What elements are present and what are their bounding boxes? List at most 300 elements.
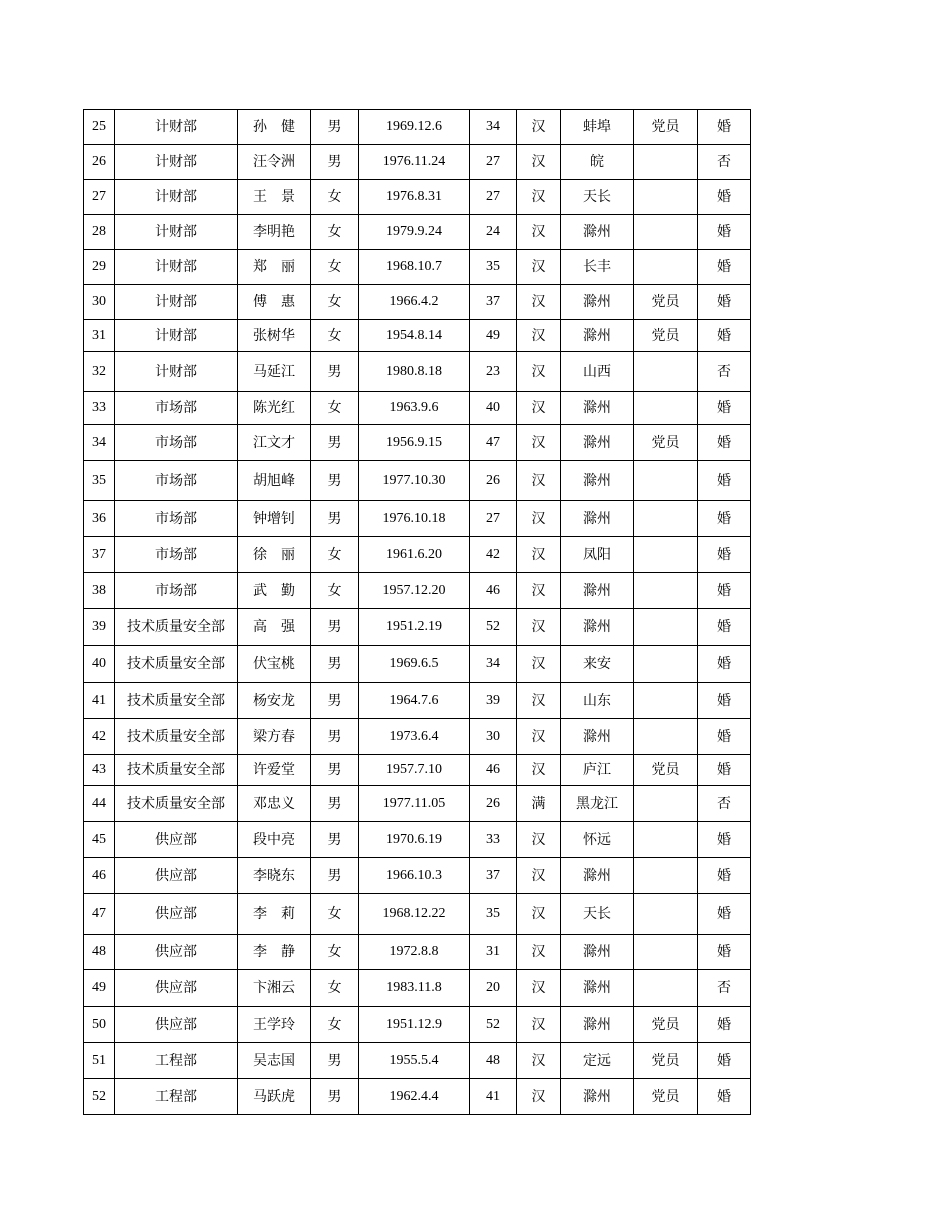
birth-date-cell: 1968.10.7: [359, 250, 470, 285]
employee-name-cell: 汪令洲: [238, 145, 311, 180]
native-place-cell: 滁州: [561, 573, 634, 609]
native-place-cell: 黑龙江: [561, 786, 634, 822]
employee-name-cell: 李明艳: [238, 215, 311, 250]
employee-name-cell: 郑 丽: [238, 250, 311, 285]
party-membership-cell: [634, 609, 698, 646]
row-number-cell: 52: [84, 1079, 115, 1115]
gender-cell: 女: [311, 970, 359, 1007]
native-place-cell: 山西: [561, 352, 634, 392]
department-cell: 工程部: [115, 1079, 238, 1115]
ethnicity-cell: 汉: [517, 501, 561, 537]
department-cell: 计财部: [115, 215, 238, 250]
marital-status-cell: 婚: [698, 755, 751, 786]
marital-status-cell: 婚: [698, 1007, 751, 1043]
ethnicity-cell: 汉: [517, 646, 561, 683]
marital-status-cell: 婚: [698, 392, 751, 425]
age-cell: 52: [470, 609, 517, 646]
row-number-cell: 37: [84, 537, 115, 573]
employee-name-cell: 江文才: [238, 425, 311, 461]
marital-status-cell: 否: [698, 145, 751, 180]
ethnicity-cell: 汉: [517, 609, 561, 646]
birth-date-cell: 1966.4.2: [359, 285, 470, 320]
ethnicity-cell: 汉: [517, 110, 561, 145]
row-number-cell: 47: [84, 894, 115, 935]
marital-status-cell: 婚: [698, 719, 751, 755]
age-cell: 37: [470, 285, 517, 320]
party-membership-cell: 党员: [634, 1079, 698, 1115]
table-row: [84, 110, 751, 145]
birth-date-cell: 1968.12.22: [359, 894, 470, 935]
gender-cell: 女: [311, 285, 359, 320]
marital-status-cell: 婚: [698, 573, 751, 609]
gender-cell: 男: [311, 352, 359, 392]
party-membership-cell: 党员: [634, 1007, 698, 1043]
marital-status-cell: 婚: [698, 646, 751, 683]
row-number-cell: 38: [84, 573, 115, 609]
birth-date-cell: 1973.6.4: [359, 719, 470, 755]
department-cell: 供应部: [115, 858, 238, 894]
department-cell: 技术质量安全部: [115, 683, 238, 719]
department-cell: 市场部: [115, 501, 238, 537]
row-number-cell: 42: [84, 719, 115, 755]
gender-cell: 男: [311, 786, 359, 822]
native-place-cell: 滁州: [561, 935, 634, 970]
row-number-cell: 25: [84, 110, 115, 145]
party-membership-cell: 党员: [634, 320, 698, 352]
marital-status-cell: 婚: [698, 425, 751, 461]
marital-status-cell: 婚: [698, 609, 751, 646]
marital-status-cell: 婚: [698, 250, 751, 285]
ethnicity-cell: 汉: [517, 1007, 561, 1043]
marital-status-cell: 婚: [698, 285, 751, 320]
native-place-cell: 天长: [561, 894, 634, 935]
gender-cell: 男: [311, 858, 359, 894]
table-row: [84, 646, 751, 683]
native-place-cell: 滁州: [561, 320, 634, 352]
employee-name-cell: 李晓东: [238, 858, 311, 894]
department-cell: 供应部: [115, 935, 238, 970]
ethnicity-cell: 汉: [517, 250, 561, 285]
table-row: [84, 755, 751, 786]
ethnicity-cell: 汉: [517, 573, 561, 609]
row-number-cell: 43: [84, 755, 115, 786]
table-row: [84, 822, 751, 858]
ethnicity-cell: 汉: [517, 537, 561, 573]
ethnicity-cell: 汉: [517, 352, 561, 392]
party-membership-cell: [634, 719, 698, 755]
row-number-cell: 41: [84, 683, 115, 719]
gender-cell: 女: [311, 1007, 359, 1043]
employee-name-cell: 杨安龙: [238, 683, 311, 719]
marital-status-cell: 婚: [698, 110, 751, 145]
party-membership-cell: [634, 392, 698, 425]
employee-roster-table: [83, 109, 751, 1115]
department-cell: 计财部: [115, 180, 238, 215]
party-membership-cell: [634, 215, 698, 250]
party-membership-cell: [634, 250, 698, 285]
birth-date-cell: 1976.11.24: [359, 145, 470, 180]
party-membership-cell: [634, 822, 698, 858]
gender-cell: 男: [311, 646, 359, 683]
employee-name-cell: 张树华: [238, 320, 311, 352]
age-cell: 27: [470, 501, 517, 537]
table-row: [84, 352, 751, 392]
ethnicity-cell: 汉: [517, 970, 561, 1007]
ethnicity-cell: 汉: [517, 180, 561, 215]
age-cell: 23: [470, 352, 517, 392]
table-row: [84, 786, 751, 822]
party-membership-cell: 党员: [634, 755, 698, 786]
party-membership-cell: 党员: [634, 425, 698, 461]
age-cell: 41: [470, 1079, 517, 1115]
department-cell: 技术质量安全部: [115, 719, 238, 755]
age-cell: 30: [470, 719, 517, 755]
row-number-cell: 32: [84, 352, 115, 392]
row-number-cell: 49: [84, 970, 115, 1007]
age-cell: 31: [470, 935, 517, 970]
table-row: [84, 1043, 751, 1079]
native-place-cell: 滁州: [561, 392, 634, 425]
ethnicity-cell: 汉: [517, 894, 561, 935]
gender-cell: 女: [311, 894, 359, 935]
age-cell: 49: [470, 320, 517, 352]
row-number-cell: 39: [84, 609, 115, 646]
marital-status-cell: 否: [698, 970, 751, 1007]
birth-date-cell: 1970.6.19: [359, 822, 470, 858]
employee-name-cell: 王 景: [238, 180, 311, 215]
native-place-cell: 滁州: [561, 285, 634, 320]
department-cell: 市场部: [115, 537, 238, 573]
ethnicity-cell: 汉: [517, 755, 561, 786]
age-cell: 39: [470, 683, 517, 719]
birth-date-cell: 1957.12.20: [359, 573, 470, 609]
table-row: [84, 683, 751, 719]
ethnicity-cell: 汉: [517, 822, 561, 858]
row-number-cell: 33: [84, 392, 115, 425]
age-cell: 35: [470, 250, 517, 285]
gender-cell: 男: [311, 609, 359, 646]
employee-name-cell: 梁方春: [238, 719, 311, 755]
gender-cell: 男: [311, 501, 359, 537]
gender-cell: 男: [311, 1043, 359, 1079]
age-cell: 48: [470, 1043, 517, 1079]
table-row: [84, 285, 751, 320]
birth-date-cell: 1977.10.30: [359, 461, 470, 501]
age-cell: 40: [470, 392, 517, 425]
row-number-cell: 31: [84, 320, 115, 352]
gender-cell: 女: [311, 215, 359, 250]
age-cell: 37: [470, 858, 517, 894]
row-number-cell: 29: [84, 250, 115, 285]
native-place-cell: 天长: [561, 180, 634, 215]
table-row: [84, 320, 751, 352]
ethnicity-cell: 汉: [517, 145, 561, 180]
ethnicity-cell: 汉: [517, 858, 561, 894]
age-cell: 35: [470, 894, 517, 935]
employee-name-cell: 邓忠义: [238, 786, 311, 822]
age-cell: 34: [470, 646, 517, 683]
department-cell: 计财部: [115, 110, 238, 145]
birth-date-cell: 1969.6.5: [359, 646, 470, 683]
table-row: [84, 425, 751, 461]
employee-name-cell: 许爱堂: [238, 755, 311, 786]
gender-cell: 男: [311, 755, 359, 786]
gender-cell: 女: [311, 537, 359, 573]
native-place-cell: 来安: [561, 646, 634, 683]
age-cell: 52: [470, 1007, 517, 1043]
employee-name-cell: 傅 惠: [238, 285, 311, 320]
age-cell: 34: [470, 110, 517, 145]
gender-cell: 女: [311, 573, 359, 609]
marital-status-cell: 婚: [698, 537, 751, 573]
table-row: [84, 858, 751, 894]
gender-cell: 男: [311, 110, 359, 145]
native-place-cell: 滁州: [561, 501, 634, 537]
department-cell: 技术质量安全部: [115, 786, 238, 822]
birth-date-cell: 1976.8.31: [359, 180, 470, 215]
gender-cell: 男: [311, 719, 359, 755]
gender-cell: 女: [311, 250, 359, 285]
department-cell: 技术质量安全部: [115, 646, 238, 683]
native-place-cell: 滁州: [561, 609, 634, 646]
native-place-cell: 滁州: [561, 719, 634, 755]
department-cell: 市场部: [115, 573, 238, 609]
marital-status-cell: 婚: [698, 215, 751, 250]
table-row: [84, 537, 751, 573]
employee-name-cell: 伏宝桃: [238, 646, 311, 683]
department-cell: 工程部: [115, 1043, 238, 1079]
native-place-cell: 山东: [561, 683, 634, 719]
party-membership-cell: [634, 537, 698, 573]
native-place-cell: 滁州: [561, 461, 634, 501]
party-membership-cell: [634, 894, 698, 935]
employee-name-cell: 李 莉: [238, 894, 311, 935]
native-place-cell: 怀远: [561, 822, 634, 858]
marital-status-cell: 婚: [698, 822, 751, 858]
row-number-cell: 27: [84, 180, 115, 215]
birth-date-cell: 1979.9.24: [359, 215, 470, 250]
birth-date-cell: 1951.2.19: [359, 609, 470, 646]
native-place-cell: 凤阳: [561, 537, 634, 573]
birth-date-cell: 1961.6.20: [359, 537, 470, 573]
ethnicity-cell: 汉: [517, 215, 561, 250]
native-place-cell: 滁州: [561, 215, 634, 250]
employee-name-cell: 胡旭峰: [238, 461, 311, 501]
native-place-cell: 定远: [561, 1043, 634, 1079]
row-number-cell: 45: [84, 822, 115, 858]
birth-date-cell: 1983.11.8: [359, 970, 470, 1007]
gender-cell: 男: [311, 1079, 359, 1115]
native-place-cell: 滁州: [561, 858, 634, 894]
gender-cell: 女: [311, 320, 359, 352]
party-membership-cell: [634, 786, 698, 822]
department-cell: 供应部: [115, 894, 238, 935]
birth-date-cell: 1963.9.6: [359, 392, 470, 425]
age-cell: 27: [470, 180, 517, 215]
marital-status-cell: 婚: [698, 935, 751, 970]
department-cell: 供应部: [115, 822, 238, 858]
native-place-cell: 皖: [561, 145, 634, 180]
marital-status-cell: 婚: [698, 320, 751, 352]
birth-date-cell: 1955.5.4: [359, 1043, 470, 1079]
birth-date-cell: 1957.7.10: [359, 755, 470, 786]
native-place-cell: 长丰: [561, 250, 634, 285]
table-row: [84, 609, 751, 646]
row-number-cell: 48: [84, 935, 115, 970]
gender-cell: 男: [311, 683, 359, 719]
table-row: [84, 145, 751, 180]
table-row: [84, 573, 751, 609]
row-number-cell: 36: [84, 501, 115, 537]
employee-name-cell: 马跃虎: [238, 1079, 311, 1115]
gender-cell: 女: [311, 935, 359, 970]
employee-name-cell: 卞湘云: [238, 970, 311, 1007]
row-number-cell: 50: [84, 1007, 115, 1043]
ethnicity-cell: 汉: [517, 1079, 561, 1115]
ethnicity-cell: 汉: [517, 392, 561, 425]
age-cell: 33: [470, 822, 517, 858]
marital-status-cell: 婚: [698, 1043, 751, 1079]
ethnicity-cell: 满: [517, 786, 561, 822]
ethnicity-cell: 汉: [517, 935, 561, 970]
birth-date-cell: 1977.11.05: [359, 786, 470, 822]
native-place-cell: 庐江: [561, 755, 634, 786]
age-cell: 26: [470, 786, 517, 822]
marital-status-cell: 婚: [698, 858, 751, 894]
marital-status-cell: 婚: [698, 180, 751, 215]
party-membership-cell: [634, 352, 698, 392]
employee-name-cell: 马延江: [238, 352, 311, 392]
department-cell: 计财部: [115, 250, 238, 285]
birth-date-cell: 1964.7.6: [359, 683, 470, 719]
gender-cell: 女: [311, 180, 359, 215]
employee-name-cell: 孙 健: [238, 110, 311, 145]
age-cell: 47: [470, 425, 517, 461]
birth-date-cell: 1972.8.8: [359, 935, 470, 970]
table-row: [84, 392, 751, 425]
birth-date-cell: 1951.12.9: [359, 1007, 470, 1043]
row-number-cell: 34: [84, 425, 115, 461]
party-membership-cell: [634, 145, 698, 180]
table-row: [84, 935, 751, 970]
gender-cell: 女: [311, 392, 359, 425]
gender-cell: 男: [311, 145, 359, 180]
row-number-cell: 30: [84, 285, 115, 320]
age-cell: 20: [470, 970, 517, 1007]
party-membership-cell: [634, 970, 698, 1007]
birth-date-cell: 1962.4.4: [359, 1079, 470, 1115]
row-number-cell: 40: [84, 646, 115, 683]
party-membership-cell: [634, 646, 698, 683]
gender-cell: 男: [311, 461, 359, 501]
table-row: [84, 894, 751, 935]
native-place-cell: 滁州: [561, 1007, 634, 1043]
party-membership-cell: [634, 858, 698, 894]
ethnicity-cell: 汉: [517, 719, 561, 755]
employee-name-cell: 陈光红: [238, 392, 311, 425]
department-cell: 市场部: [115, 392, 238, 425]
department-cell: 计财部: [115, 352, 238, 392]
row-number-cell: 28: [84, 215, 115, 250]
party-membership-cell: 党员: [634, 1043, 698, 1079]
birth-date-cell: 1969.12.6: [359, 110, 470, 145]
native-place-cell: 蚌埠: [561, 110, 634, 145]
party-membership-cell: [634, 501, 698, 537]
table-row: [84, 1079, 751, 1115]
marital-status-cell: 婚: [698, 501, 751, 537]
employee-name-cell: 徐 丽: [238, 537, 311, 573]
marital-status-cell: 否: [698, 352, 751, 392]
marital-status-cell: 否: [698, 786, 751, 822]
row-number-cell: 51: [84, 1043, 115, 1079]
party-membership-cell: 党员: [634, 285, 698, 320]
age-cell: 24: [470, 215, 517, 250]
ethnicity-cell: 汉: [517, 461, 561, 501]
employee-name-cell: 高 强: [238, 609, 311, 646]
native-place-cell: 滁州: [561, 425, 634, 461]
employee-name-cell: 武 勤: [238, 573, 311, 609]
marital-status-cell: 婚: [698, 1079, 751, 1115]
department-cell: 技术质量安全部: [115, 755, 238, 786]
party-membership-cell: [634, 683, 698, 719]
department-cell: 计财部: [115, 145, 238, 180]
gender-cell: 男: [311, 822, 359, 858]
birth-date-cell: 1966.10.3: [359, 858, 470, 894]
table-row: [84, 250, 751, 285]
department-cell: 供应部: [115, 1007, 238, 1043]
table-row: [84, 461, 751, 501]
age-cell: 46: [470, 573, 517, 609]
ethnicity-cell: 汉: [517, 1043, 561, 1079]
birth-date-cell: 1956.9.15: [359, 425, 470, 461]
party-membership-cell: [634, 935, 698, 970]
marital-status-cell: 婚: [698, 894, 751, 935]
age-cell: 27: [470, 145, 517, 180]
birth-date-cell: 1954.8.14: [359, 320, 470, 352]
marital-status-cell: 婚: [698, 461, 751, 501]
birth-date-cell: 1980.8.18: [359, 352, 470, 392]
table-row: [84, 719, 751, 755]
employee-name-cell: 王学玲: [238, 1007, 311, 1043]
ethnicity-cell: 汉: [517, 285, 561, 320]
gender-cell: 男: [311, 425, 359, 461]
department-cell: 市场部: [115, 425, 238, 461]
department-cell: 技术质量安全部: [115, 609, 238, 646]
party-membership-cell: 党员: [634, 110, 698, 145]
ethnicity-cell: 汉: [517, 320, 561, 352]
party-membership-cell: [634, 180, 698, 215]
age-cell: 46: [470, 755, 517, 786]
employee-name-cell: 李 静: [238, 935, 311, 970]
ethnicity-cell: 汉: [517, 425, 561, 461]
party-membership-cell: [634, 573, 698, 609]
department-cell: 计财部: [115, 285, 238, 320]
employee-name-cell: 吴志国: [238, 1043, 311, 1079]
row-number-cell: 44: [84, 786, 115, 822]
native-place-cell: 滁州: [561, 970, 634, 1007]
row-number-cell: 35: [84, 461, 115, 501]
department-cell: 供应部: [115, 970, 238, 1007]
ethnicity-cell: 汉: [517, 683, 561, 719]
party-membership-cell: [634, 461, 698, 501]
employee-name-cell: 段中亮: [238, 822, 311, 858]
department-cell: 计财部: [115, 320, 238, 352]
row-number-cell: 46: [84, 858, 115, 894]
table-row: [84, 215, 751, 250]
age-cell: 26: [470, 461, 517, 501]
row-number-cell: 26: [84, 145, 115, 180]
department-cell: 市场部: [115, 461, 238, 501]
